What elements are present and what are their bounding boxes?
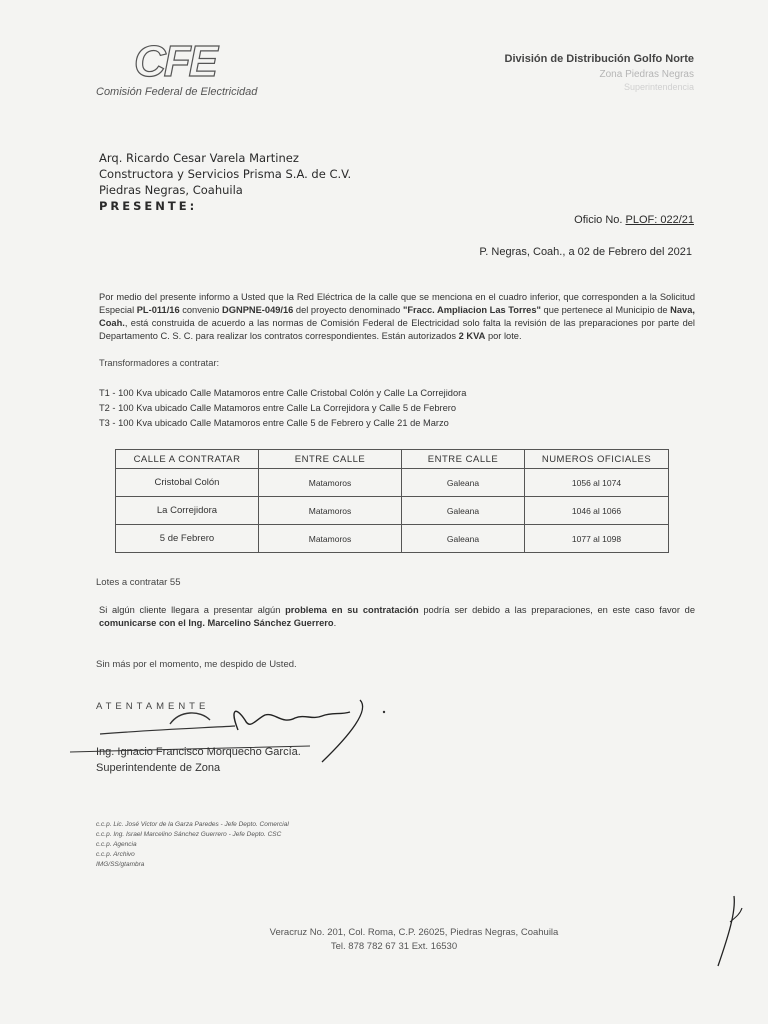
addressee-city: Piedras Negras, Coahuila [99,183,243,197]
p2-emphasis: problema en su contratación [285,605,419,615]
p1-project: "Fracc. Ampliacion Las Torres" [402,305,541,315]
oficio-value: PLOF: 022/21 [625,214,694,226]
table-cell: 1046 al 1066 [525,497,669,525]
table-cell: Matamoros [259,469,402,497]
table-cell: Matamoros [259,497,402,525]
table-cell: Galeana [402,497,525,525]
p1-text: Por medio del presente informo a Usted que la Red Eléctrica de la calle que se menciona en el cuadro inferior, que corresponden a la Solicitud Especial [99,292,695,315]
signer-name: Ing. Ignacio Francisco Morquecho García. [96,746,301,758]
ccp-list [96,820,289,870]
table-cell: Matamoros [259,525,402,553]
col-header: ENTRE CALLE [259,450,402,469]
zone-subtitle: Superintendencia [623,82,694,92]
table-row [116,497,669,525]
col-header: NUMEROS OFICIALES [525,450,669,469]
ccp-item: c.c.p. Ing. Israel Marcelino Sánchez Guerrero - Jefe Depto. CSC [96,831,282,838]
p1-text: , está construida de acuerdo a las normas de Comisión Federal de Electricidad solo falta la revisión de las preparaciones por parte del Departamento C. S. C. para realizar los contratos correspondientes. Están autorizados [99,318,695,341]
transformers-list [99,386,466,431]
footer-phone: Tel. 878 782 67 31 Ext. 16530 [330,941,458,952]
table-cell: Cristobal Colón [116,469,259,497]
p1-convenio: DGNPNE-049/16 [222,305,294,315]
col-header: ENTRE CALLE [402,450,525,469]
p1-municipio: Nava, Coah. [99,305,695,328]
addressee-presente: PRESENTE: [99,199,198,213]
division-name: División de Distribución Golfo Norte [504,53,694,65]
addressee-company: Constructora y Servicios Prisma S.A. de C.V. [99,167,352,181]
closing-word: ATENTAMENTE [96,701,210,712]
p1-text: por lote. [485,331,522,341]
body-paragraph-1 [99,291,695,343]
addressee-name: Arq. Ricardo Cesar Varela Martinez [99,151,299,165]
table-cell: 1056 al 1074 [525,469,669,497]
farewell-line: Sin más por el momento, me despido de Usted. [96,659,297,670]
cfe-logo [96,37,266,98]
transformers-title: Transformadores a contratar: [99,358,220,368]
oficio-label: Oficio No. [574,214,623,226]
footer-address [0,926,768,954]
signer-block [96,744,301,776]
table-cell: Galeana [402,525,525,553]
body-paragraph-2 [99,604,695,630]
table-cell: La Correjidora [116,497,259,525]
logo-subtitle: Comisión Federal de Electricidad [96,86,258,98]
ccp-item: c.c.p. Lic. José Victor de la Garza Paredes - Jefe Depto. Comercial [96,821,289,828]
table-header-row [116,450,669,469]
p2-text: . [333,618,337,628]
table-cell: 5 de Febrero [116,525,259,553]
zone-name: Zona Piedras Negras [599,69,694,80]
logo-mark: CFE [134,37,216,86]
streets-table [115,449,669,553]
division-block [505,53,694,92]
p1-text: del proyecto denominado [293,305,403,315]
letter-date: P. Negras, Coah., a 02 de Febrero del 2021 [479,246,692,258]
p1-kva: 2 KVA [458,331,486,341]
transformer-item: T3 - 100 Kva ubicado Calle Matamoros entre Calle 5 de Febrero y Calle 21 de Marzo [99,418,449,428]
p1-text: convenio [179,305,223,315]
p2-text: podría ser debido a las preparaciones, en este caso favor de [418,605,695,615]
ccp-item: IMG/SS/gtambra [96,861,145,868]
lots-count: Lotes a contratar 55 [96,577,181,588]
initials-mark [706,892,746,972]
table-cell: Galeana [402,469,525,497]
col-header: CALLE A CONTRATAR [116,450,259,469]
table-row [116,469,669,497]
transformer-item: T1 - 100 Kva ubicado Calle Matamoros entre Calle Cristobal Colón y Calle La Correjidora [99,388,467,398]
addressee-block [99,150,351,214]
signer-title: Superintendente de Zona [96,762,221,774]
oficio-number [574,214,694,226]
table-row [116,525,669,553]
ccp-item: c.c.p. Agencia [96,841,137,848]
table-cell: 1077 al 1098 [525,525,669,553]
footer-street: Veracruz No. 201, Col. Roma, C.P. 26025, Piedras Negras, Coahuila [269,927,559,938]
p2-text: Si algún cliente llegara a presentar algún [99,605,286,615]
p1-solicitud: PL-011/16 [136,305,180,315]
transformer-item: T2 - 100 Kva ubicado Calle Matamoros entre Calle La Correjidora y Calle 5 de Febrero [99,403,457,413]
ccp-item: c.c.p. Archivo [96,851,135,858]
p2-contact: comunicarse con el Ing. Marcelino Sánchez Guerrero [99,618,334,628]
p1-text: que pertenece al Municipio de [540,305,671,315]
